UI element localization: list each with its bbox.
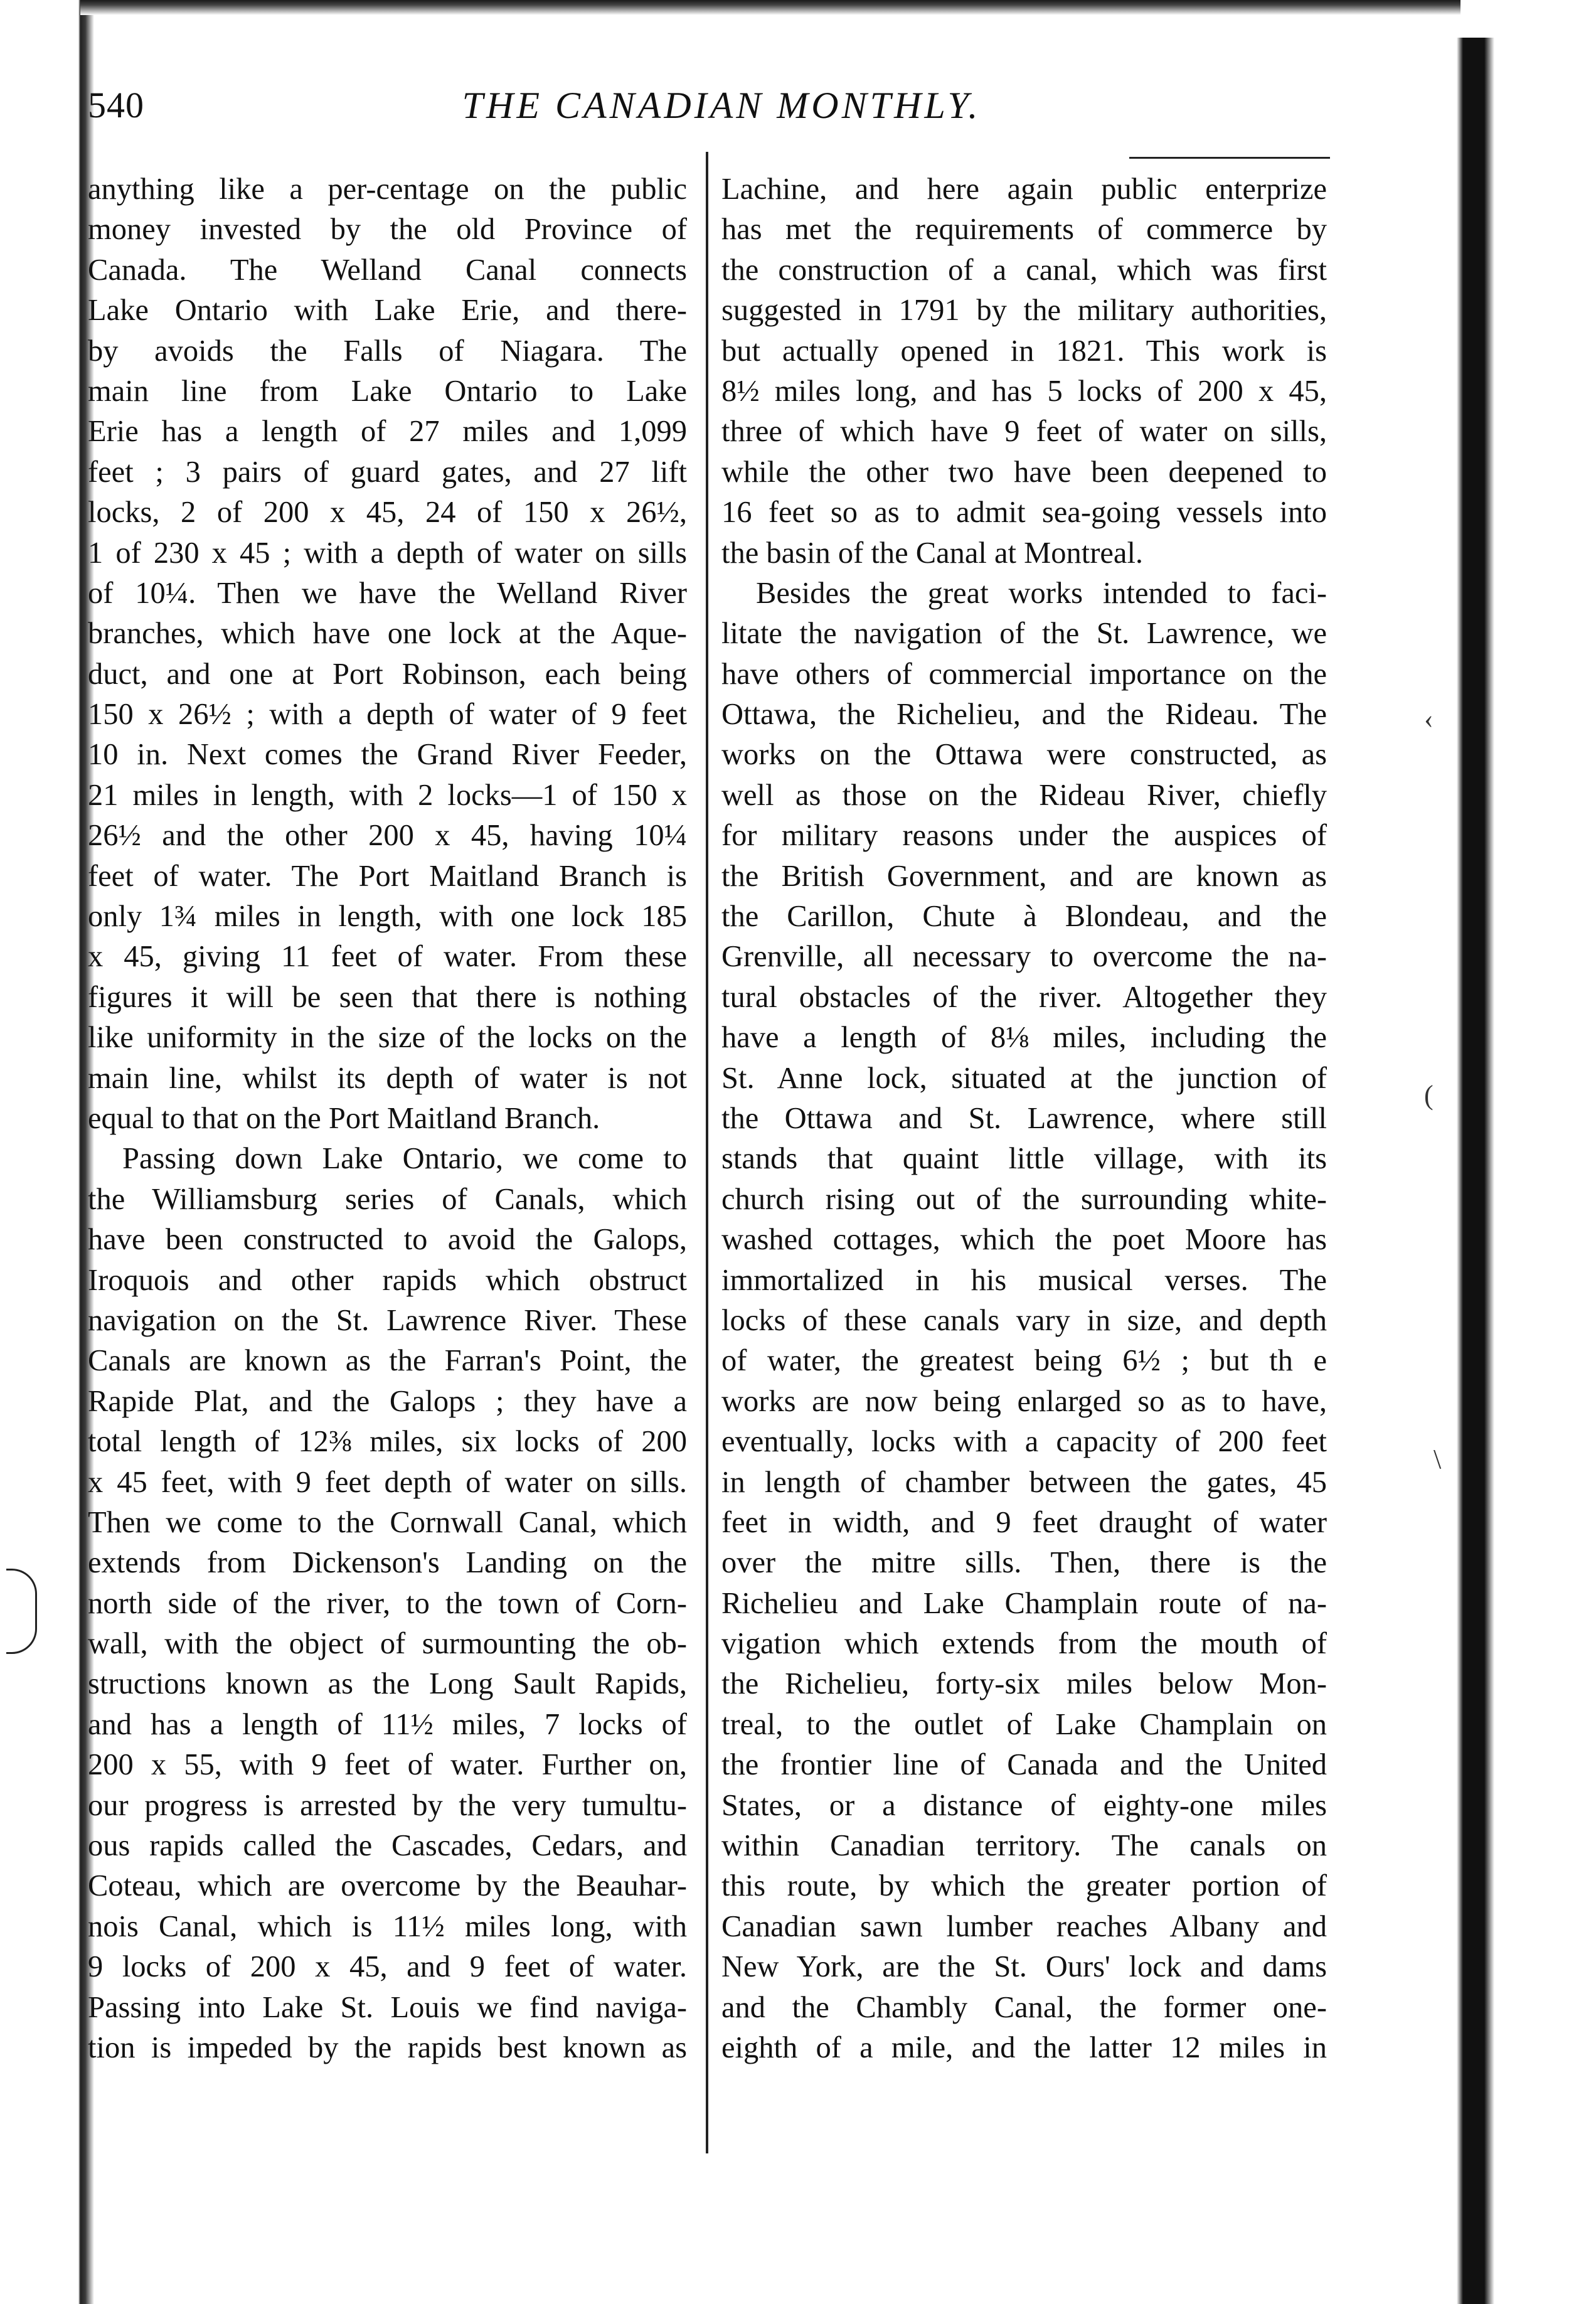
text-line: have others of commercial importance on the: [721, 657, 1327, 691]
right-column: [721, 169, 1327, 2068]
text-line: the Carillon, Chute à Blondeau, and the: [721, 900, 1327, 934]
margin-mark: ‹: [1424, 703, 1434, 734]
header-rule: [1129, 157, 1330, 159]
text-line: structions known as the Long Sault Rapids,: [88, 1667, 687, 1701]
text-line: 21 miles in length, with 2 locks—1 of 150 x: [88, 778, 687, 812]
text-line: Iroquois and other rapids which obstruct: [88, 1263, 687, 1297]
text-line: the Williamsburg series of Canals, which: [88, 1182, 687, 1216]
text-line: of water, the greatest being 6½ ; but th e: [721, 1344, 1327, 1378]
text-line: 16 feet so as to admit sea-going vessels into: [721, 496, 1327, 530]
text-line: this route, by which the greater portion of: [721, 1869, 1327, 1903]
scan-shadow-left: [0, 0, 94, 2304]
text-line: and has a length of 11½ miles, 7 locks of: [88, 1707, 687, 1741]
text-line: of 10¼. Then we have the Welland River: [88, 576, 687, 610]
text-line: 10 in. Next comes the Grand River Feeder,: [88, 738, 687, 772]
text-line: New York, are the St. Ours' lock and dams: [721, 1950, 1327, 1984]
left-column: [88, 169, 687, 2068]
text-line: church rising out of the surrounding white-: [721, 1182, 1327, 1216]
text-line: works are now being enlarged so as to have,: [721, 1384, 1327, 1418]
text-line: the British Government, and are known as: [721, 859, 1327, 893]
text-line: equal to that on the Port Maitland Branch.: [88, 1101, 600, 1135]
text-line: our progress is arrested by the very tumultu-: [88, 1788, 687, 1822]
text-line: tion is impeded by the rapids best known as: [88, 2030, 687, 2064]
text-line: Grenville, all necessary to overcome the na-: [721, 940, 1327, 974]
text-line: the frontier line of Canada and the United: [721, 1748, 1327, 1782]
text-line: States, or a distance of eighty-one miles: [721, 1788, 1327, 1822]
text-line: 150 x 26½ ; with a depth of water of 9 feet: [88, 698, 687, 732]
text-line: figures it will be seen that there is nothing: [88, 980, 687, 1014]
text-line: eventually, locks with a capacity of 200 feet: [721, 1425, 1327, 1459]
margin-mark: \: [1434, 1444, 1442, 1475]
text-line: total length of 12⅜ miles, six locks of 200: [88, 1425, 687, 1459]
running-title: THE CANADIAN MONTHLY.: [462, 85, 981, 126]
text-line: 1 of 230 x 45 ; with a depth of water on sills: [88, 536, 687, 570]
text-line: extends from Dickenson's Landing on the: [88, 1546, 687, 1580]
text-line: while the other two have been deepened to: [721, 455, 1327, 489]
text-line: x 45, giving 11 feet of water. From these: [88, 940, 687, 974]
text-line: St. Anne lock, situated at the junction of: [721, 1061, 1327, 1095]
text-line: tural obstacles of the river. Altogether they: [721, 980, 1327, 1014]
text-line: Lake Ontario with Lake Erie, and there-: [88, 294, 687, 328]
text-line: duct, and one at Port Robinson, each being: [88, 657, 687, 691]
text-line: litate the navigation of the St. Lawrence, we: [721, 617, 1327, 651]
text-line: suggested in 1791 by the military authorities,: [721, 294, 1327, 328]
text-line: vigation which extends from the mouth of: [721, 1627, 1327, 1661]
margin-mark: (: [1424, 1080, 1434, 1111]
text-line: Canada. The Welland Canal connects: [88, 253, 687, 287]
text-line: eighth of a mile, and the latter 12 miles in: [721, 2030, 1327, 2064]
text-line: branches, which have one lock at the Aque-: [88, 617, 687, 651]
text-line: anything like a per-centage on the public: [88, 173, 687, 206]
scan-shadow-right: [1457, 38, 1494, 2304]
text-line: 200 x 55, with 9 feet of water. Further on,: [88, 1748, 687, 1782]
text-line: like uniformity in the size of the locks on the: [88, 1021, 687, 1055]
text-line: have a length of 8⅛ miles, including the: [721, 1021, 1327, 1055]
text-line: treal, to the outlet of Lake Champlain on: [721, 1707, 1327, 1741]
text-line: money invested by the old Province of: [88, 213, 687, 247]
text-line: Coteau, which are overcome by the Beauhar-: [88, 1869, 687, 1903]
text-line: the basin of the Canal at Montreal.: [721, 536, 1144, 570]
text-line: by avoids the Falls of Niagara. The: [88, 334, 687, 368]
text-line: Richelieu and Lake Champlain route of na-: [721, 1586, 1327, 1620]
text-line: Passing into Lake St. Louis we find naviga-: [88, 1990, 687, 2024]
text-line: Rapide Plat, and the Galops ; they have a: [88, 1384, 687, 1418]
text-line: but actually opened in 1821. This work is: [721, 334, 1327, 368]
text-line: Passing down Lake Ontario, we come to: [122, 1142, 687, 1176]
text-line: x 45 feet, with 9 feet depth of water on sills.: [88, 1465, 687, 1499]
text-line: feet of water. The Port Maitland Branch is: [88, 859, 687, 893]
text-line: navigation on the St. Lawrence River. These: [88, 1303, 687, 1337]
text-line: over the mitre sills. Then, there is the: [721, 1546, 1327, 1580]
text-line: wall, with the object of surmounting the ob-: [88, 1627, 687, 1661]
text-line: the Richelieu, forty-six miles below Mon-: [721, 1667, 1327, 1701]
text-line: the Ottawa and St. Lawrence, where still: [721, 1101, 1327, 1135]
column-divider: [706, 152, 708, 2153]
text-line: nois Canal, which is 11½ miles long, with: [88, 1909, 687, 1943]
text-line: Ottawa, the Richelieu, and the Rideau. The: [721, 698, 1327, 732]
text-line: in length of chamber between the gates, 45: [721, 1465, 1327, 1499]
text-line: Canals are known as the Farran's Point, the: [88, 1344, 687, 1378]
text-line: feet in width, and 9 feet draught of water: [721, 1505, 1327, 1539]
text-line: stands that quaint little village, with its: [721, 1142, 1327, 1176]
text-line: Erie has a length of 27 miles and 1,099: [88, 415, 687, 449]
text-line: main line from Lake Ontario to Lake: [88, 374, 687, 408]
text-line: immortalized in his musical verses. The: [721, 1263, 1327, 1297]
text-line: washed cottages, which the poet Moore has: [721, 1223, 1327, 1257]
text-line: works on the Ottawa were constructed, as: [721, 738, 1327, 772]
text-line: have been constructed to avoid the Galops,: [88, 1223, 687, 1257]
text-line: and the Chambly Canal, the former one-: [721, 1990, 1327, 2024]
text-line: for military reasons under the auspices of: [721, 819, 1327, 853]
text-line: within Canadian territory. The canals on: [721, 1829, 1327, 1863]
text-line: well as those on the Rideau River, chiefly: [721, 778, 1327, 812]
text-line: only 1¾ miles in length, with one lock 185: [88, 900, 687, 934]
text-line: Then we come to the Cornwall Canal, which: [88, 1505, 687, 1539]
text-line: has met the requirements of commerce by: [721, 213, 1327, 247]
text-line: feet ; 3 pairs of guard gates, and 27 lift: [88, 455, 687, 489]
text-line: north side of the river, to the town of Corn-: [88, 1586, 687, 1620]
page-number: 540: [88, 85, 144, 125]
scan-shadow-top: [80, 0, 1460, 15]
text-line: 8½ miles long, and has 5 locks of 200 x 45,: [721, 374, 1327, 408]
text-line: locks of these canals vary in size, and depth: [721, 1303, 1327, 1337]
text-line: 26½ and the other 200 x 45, having 10¼: [88, 819, 687, 853]
page-header: [88, 75, 1355, 138]
text-line: locks, 2 of 200 x 45, 24 of 150 x 26½,: [88, 496, 687, 530]
text-line: Lachine, and here again public enterprize: [721, 173, 1327, 206]
text-line: the construction of a canal, which was first: [721, 253, 1327, 287]
text-line: three of which have 9 feet of water on sills,: [721, 415, 1327, 449]
text-line: ous rapids called the Cascades, Cedars, and: [88, 1829, 687, 1863]
text-line: Canadian sawn lumber reaches Albany and: [721, 1909, 1327, 1943]
text-line: main line, whilst its depth of water is not: [88, 1061, 687, 1095]
text-line: Besides the great works intended to faci-: [756, 576, 1327, 610]
page-clip-mark: [6, 1569, 37, 1654]
text-line: 9 locks of 200 x 45, and 9 feet of water.: [88, 1950, 687, 1984]
